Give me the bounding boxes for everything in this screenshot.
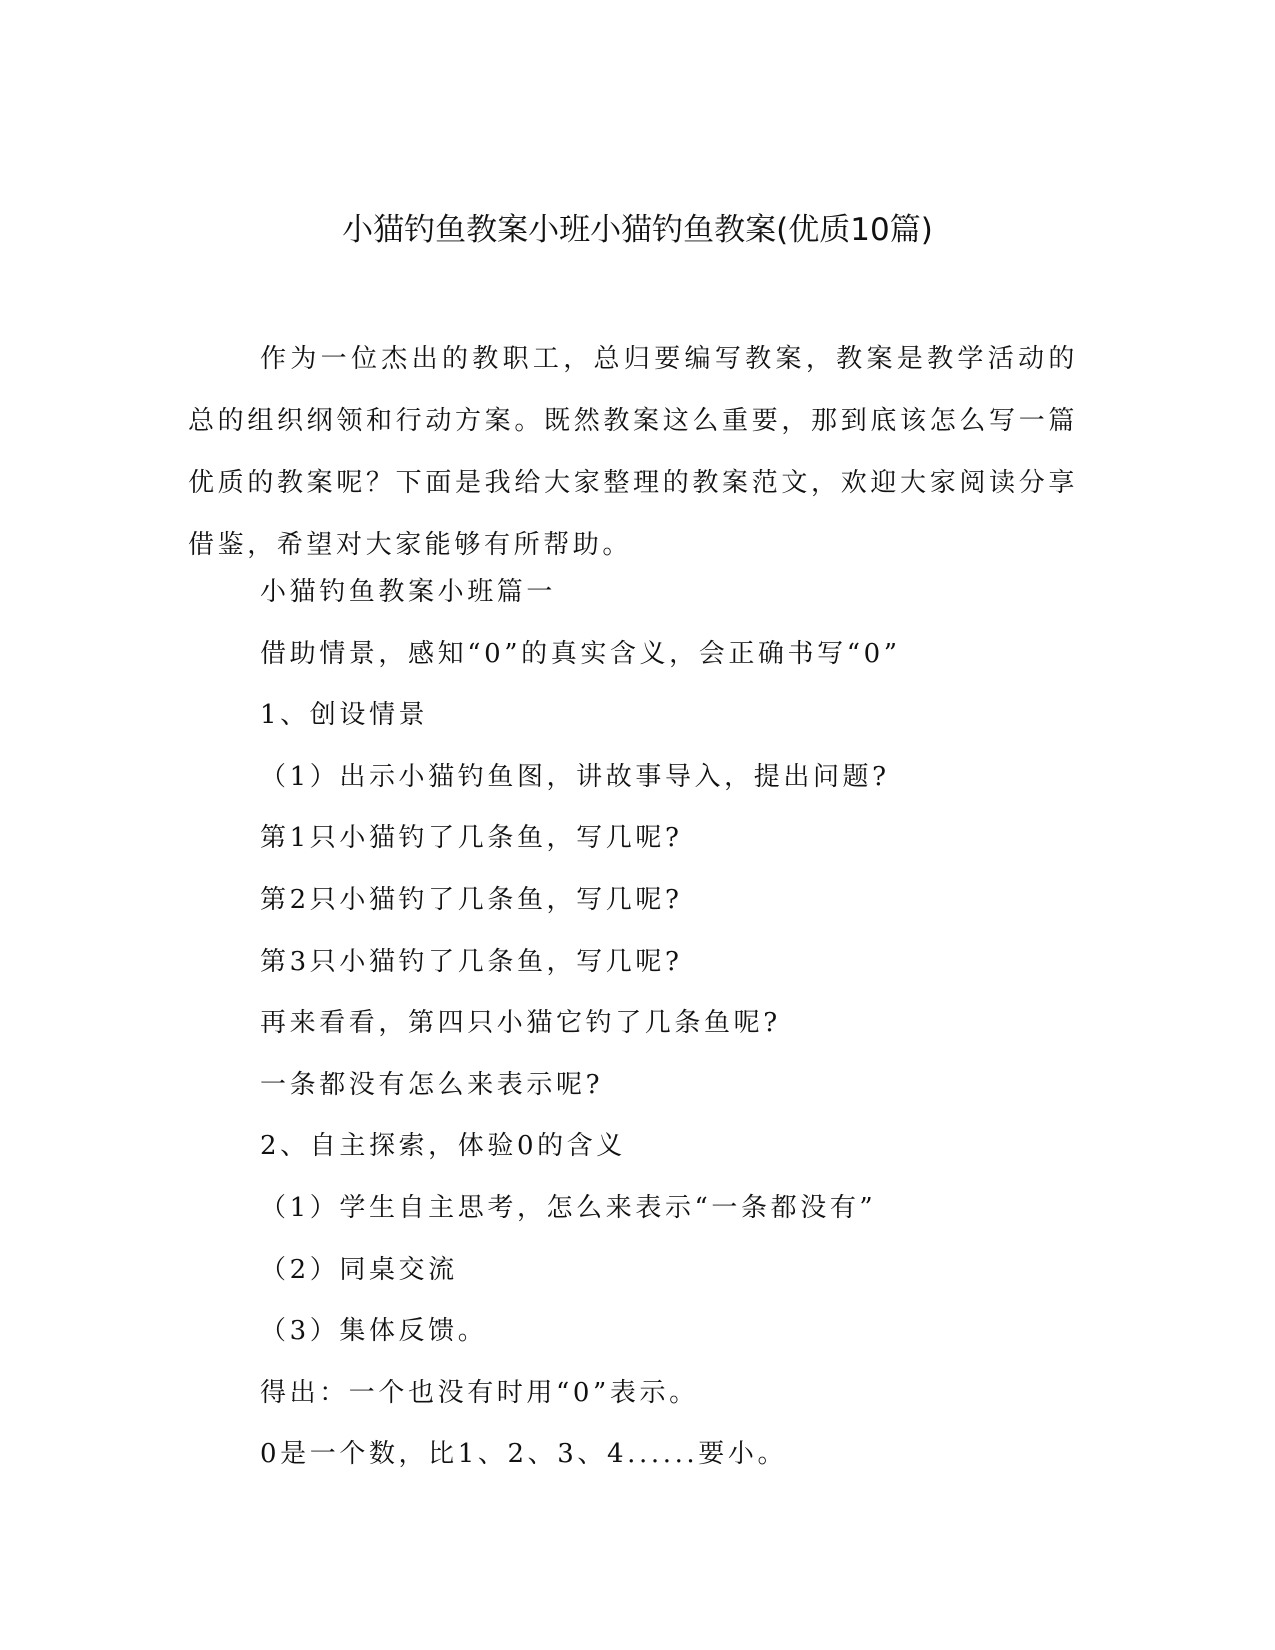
body-line: 第3只小猫钓了几条鱼，写几呢? [260, 946, 683, 977]
body-line: 第1只小猫钓了几条鱼，写几呢? [260, 823, 683, 854]
document-title: 小猫钓鱼教案小班小猫钓鱼教案(优质10篇) [342, 212, 933, 248]
body-line: 一条都没有怎么来表示呢? [260, 1069, 604, 1100]
body-line: 得出：一个也没有时用“0”表示。 [260, 1377, 699, 1408]
body-line: 1、创设情景 [260, 700, 429, 731]
body-line: 借助情景，感知“0”的真实含义，会正确书写“0” [260, 638, 901, 669]
intro-paragraph: 作为一位杰出的教职工，总归要编写教案，教案是教学活动的总的组织纲领和行动方案。既然教案这么重要，那到底该怎么写一篇优质的教案呢？下面是我给大家整理的教案范文，欢迎大家阅读分享借鉴，希望对大家能够有所帮助。 [188, 344, 1078, 560]
body-line: 第2只小猫钓了几条鱼，写几呢? [260, 884, 683, 915]
body-line: 0是一个数，比1、2、3、4......要小。 [260, 1439, 788, 1470]
body-lines [260, 572, 1080, 1496]
section-heading: 小猫钓鱼教案小班篇一 [260, 577, 557, 607]
body-line: （1）出示小猫钓鱼图，讲故事导入，提出问题? [260, 761, 890, 792]
body-line: （3）集体反馈。 [260, 1316, 488, 1347]
body-line: 2、自主探索，体验0的含义 [260, 1131, 626, 1162]
body-line: 再来看看，第四只小猫它钓了几条鱼呢? [260, 1008, 781, 1039]
body-line: （1）学生自主思考，怎么来表示“一条都没有” [260, 1192, 877, 1223]
body-line: （2）同桌交流 [260, 1254, 458, 1285]
